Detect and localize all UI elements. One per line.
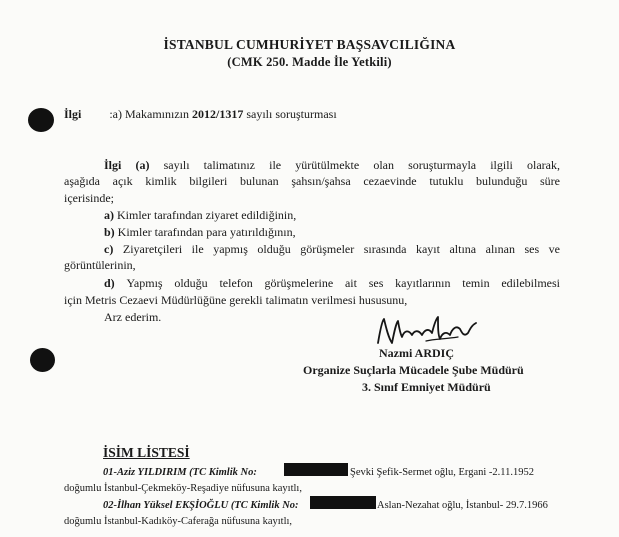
closing: Arz ederim. [104, 310, 162, 324]
redaction-bar [310, 496, 376, 509]
name-list-heading: İSİM LİSTESİ [103, 445, 190, 460]
ilgi-a-ref: İlgi (a) [104, 158, 150, 172]
entry-line2: doğumlu İstanbul-Kadıköy-Caferağa nüfusuna kayıtlı, [64, 516, 293, 527]
entry-prefix: 01-Aziz YILDIRIM (TC Kimlik No: [103, 467, 257, 478]
ilgi-text-b: sayılı soruşturması [243, 107, 337, 121]
signer-title-1: Organize Suçlarla Mücadele Şube Müdürü [303, 363, 524, 377]
signer-name: Nazmi ARDIÇ [379, 346, 454, 360]
item-c-continuation: görüntülerinin, [64, 258, 136, 272]
list-item-a [104, 208, 296, 223]
item-key: a) [104, 208, 114, 222]
item-key: b) [104, 225, 115, 239]
list-item-c [104, 242, 560, 257]
item-key: c) [104, 242, 114, 256]
item-d-continuation: için Metris Cezaevi Müdürlüğüne gerekli talimatın verilmesi hususunu, [64, 293, 408, 307]
ilgi-ref: 2012/1317 [191, 107, 244, 121]
entry-after: Şevki Şefik-Sermet oğlu, Ergani -2.11.1952 [350, 467, 535, 478]
header-subtitle: (CMK 250. Madde İle Yetkili) [227, 55, 392, 69]
p1-line2: aşağıda açık kimlik bilgileri bulunan şahsın/şahsa cezaevinde tutuklu bulunduğu süre [64, 174, 560, 188]
paragraph-line-2 [64, 174, 560, 189]
name-entry-1 [103, 465, 257, 480]
entry-prefix: 02-İlhan Yüksel EKŞİOĞLU (TC Kimlik No: [103, 500, 299, 511]
p1-line1: sayılı talimatınız ile yürütülmekte olan soruşturmayla ilgili olarak, [149, 158, 560, 172]
list-item-b [104, 225, 296, 240]
handwritten-signature [372, 313, 482, 349]
ilgi-label: İlgi [64, 107, 82, 121]
header-title: İSTANBUL CUMHURİYET BAŞSAVCILIĞINA [163, 37, 456, 52]
list-item-d [104, 276, 560, 291]
item-text: Yapmış olduğu telefon görüşmelerine ait ses kayıtlarının temin edilebilmesi [126, 276, 561, 290]
item-text: Ziyaretçileri ile yapmış olduğu görüşmeler sırasında kayıt altına alınan ses ve [122, 242, 561, 256]
closing-text [104, 310, 161, 325]
entry-after: Aslan-Nezahat oğlu, İstanbul- 29.7.1966 [377, 500, 548, 511]
item-text: Kimler tarafından para yatırıldığının, [117, 225, 296, 239]
item-text: Kimler tarafından ziyaret edildiğinin, [117, 208, 297, 222]
list-item-c-cont [64, 258, 136, 273]
paragraph-line-3 [64, 191, 114, 206]
hole-punch-mark-top [28, 108, 54, 132]
item-key: d) [104, 276, 115, 290]
name-entry-2 [103, 498, 299, 513]
ilgi-line [64, 107, 337, 122]
signer-title-2: 3. Sınıf Emniyet Müdürü [362, 380, 491, 394]
entry-line2: doğumlu İstanbul-Çekmeköy-Reşadiye nüfusuna kayıtlı, [64, 483, 302, 494]
paragraph-line-1 [104, 158, 560, 173]
hole-punch-mark-bottom [30, 348, 55, 372]
list-item-d-cont [64, 293, 407, 308]
p1-line3: içerisinde; [64, 191, 114, 205]
redaction-bar [284, 463, 348, 476]
ilgi-text-a: :a) Makamınızın [109, 107, 192, 121]
